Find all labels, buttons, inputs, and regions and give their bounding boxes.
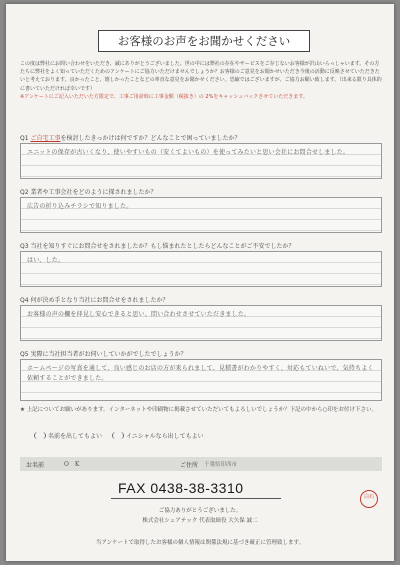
question-label: Q3 当社を知りすぐにお問合せをされましたか？もし悩まれたとしたらどんなことがご不安でしたか？ bbox=[20, 243, 295, 250]
question-3 bbox=[20, 242, 382, 287]
thanks-text: ご協力ありがとうございました。 bbox=[158, 508, 242, 514]
circle-blank bbox=[34, 432, 46, 439]
circle-blank bbox=[112, 432, 124, 439]
question-4 bbox=[20, 296, 382, 341]
question-label: Q4 何が決め手となり当社にお問合せをされましたか？ bbox=[20, 297, 169, 304]
answer-text: ユニットの保存が古いくなり、使いやすいもの（安くてよいもの）を使ってみたいと思い会社にお問合せしました。 bbox=[27, 149, 350, 156]
question-label: Q5 実際に当社担当者がお伺いしていかがでしたでしょうか？ bbox=[20, 351, 187, 358]
fax-number: FAX 0438-38-3310 bbox=[118, 480, 244, 496]
name-address-row bbox=[20, 457, 382, 471]
question-label: Q2 業者や工事会社をどのように探されましたか？ bbox=[20, 189, 157, 196]
intro-section bbox=[20, 60, 382, 101]
company-name: 株式会社シェアテック 代表取締役 大久保 誠二 bbox=[142, 518, 258, 524]
answer-box[interactable] bbox=[20, 197, 382, 233]
publicity-options bbox=[34, 431, 204, 440]
option-name-ok[interactable]: 名前を出してもよい bbox=[34, 431, 102, 440]
address-field[interactable]: 千葉県印西市 bbox=[204, 462, 238, 468]
answer-box[interactable] bbox=[20, 359, 382, 401]
option-initials-ok[interactable]: イニシャルなら出してもよい bbox=[112, 431, 204, 440]
name-field[interactable]: O K bbox=[64, 460, 82, 468]
privacy-note: 当アンケートで取得したお客様の個人情報は関係法規に基づき厳正に管理致します。 bbox=[95, 540, 305, 546]
answer-text: はい、した。 bbox=[27, 257, 65, 264]
answer-box[interactable] bbox=[20, 251, 382, 287]
seal-stamp: 白石 bbox=[360, 490, 378, 508]
question-label: Q1 ご自宅工事を検討したきっかけは何ですか？どんなことで困っていましたか？ bbox=[20, 135, 241, 142]
question-1 bbox=[20, 134, 382, 179]
page-title: お客様のお声をお聞かせください bbox=[98, 30, 310, 52]
answer-text: 広告の折り込みチラシで知りました。 bbox=[27, 203, 133, 210]
thanks-block bbox=[6, 506, 394, 526]
answer-text: ホームページの写真を通して、良い感じのお店の方が来られまして、見積書がわかりやすく、対応もていねいで、気持ちよく依頼することができました。 bbox=[27, 365, 374, 382]
answer-box[interactable] bbox=[20, 143, 382, 179]
survey-sheet bbox=[6, 4, 394, 561]
question-5 bbox=[20, 350, 382, 401]
question-2 bbox=[20, 188, 382, 233]
cashback-note: ※アンケートにご記入いただいた方限定で、工事ご用命時に工事金額（税抜き）の 2%をキャッシュバックさせていただきます。 bbox=[20, 93, 308, 100]
address-label: ご住所 bbox=[179, 461, 198, 469]
intro-text: この度は弊社にお問い合わせをいただき、誠にありがとうございました。世の中には弊社の存在やサービスをご存じないお客様が沢山いらっしゃいます。その方たちに弊社をよく知っていただくためのアンケートにご協力いただけませんでしょうか？お客様のご意見をお聞かせいただき今後の活動に反映させていただきたいと考えております。良かったこと、嬉しかったことなどの率直な意見をお聞かせください。恐縮ではございますが、ご協力お願い致します。（出来る限り具体的に書いていただければ幸いです） bbox=[20, 61, 382, 92]
answer-box[interactable] bbox=[20, 305, 382, 341]
publicity-request: ★ 上記についてお願いがあります。インターネットや印刷物に掲載させていただいてもよろしいでしょうか？下記の中から○印をお付け下さい。 bbox=[20, 407, 377, 413]
answer-text: お客様の声の欄を拝見し安心できると思い、問い合わせさせていただきました。 bbox=[27, 311, 251, 318]
divider bbox=[111, 498, 281, 499]
name-label: お名前 bbox=[26, 461, 45, 469]
